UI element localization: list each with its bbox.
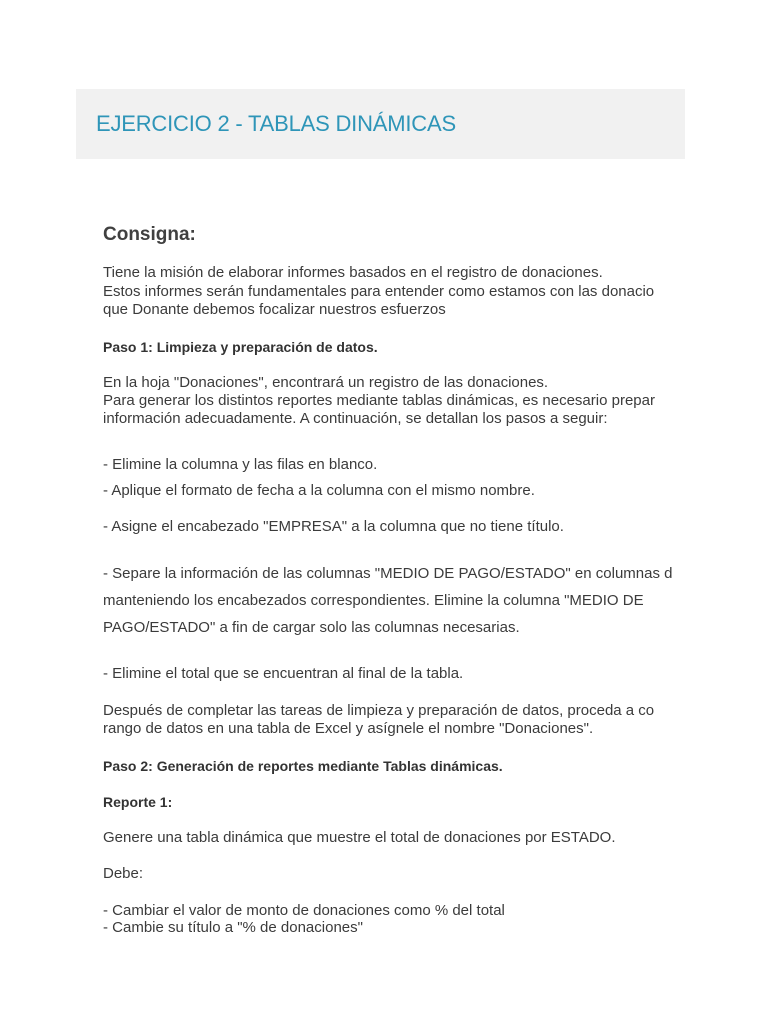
consigna-heading: Consigna: (103, 224, 196, 245)
paso1-line-3: información adecuadamente. A continuación, se detallan los pasos a seguir: (103, 410, 608, 427)
debe-item-1: - Cambiar el valor de monto de donaciones como % del total (103, 902, 505, 919)
step-1: - Elimine la columna y las filas en blanco. (103, 456, 378, 473)
paso1-heading: Paso 1: Limpieza y preparación de datos. (103, 339, 378, 355)
after-line-1: Después de completar las tareas de limpieza y preparación de datos, proceda a co (103, 702, 655, 719)
step-4-line-3: PAGO/ESTADO" a fin de cargar solo las columnas necesarias. (103, 619, 520, 636)
step-3: - Asigne el encabezado "EMPRESA" a la columna que no tiene título. (103, 518, 564, 535)
step-2: - Aplique el formato de fecha a la columna con el mismo nombre. (103, 482, 535, 499)
after-line-2: rango de datos en una tabla de Excel y asígnele el nombre "Donaciones". (103, 720, 594, 737)
paso1-line-1: En la hoja "Donaciones", encontrará un registro de las donaciones. (103, 374, 549, 391)
paso2-heading: Paso 2: Generación de reportes mediante Tablas dinámicas. (103, 758, 503, 774)
intro-line-2: Estos informes serán fundamentales para entender como estamos con las donacio (103, 283, 655, 300)
step-5: - Elimine el total que se encuentran al final de la tabla. (103, 665, 464, 682)
intro-line-1: Tiene la misión de elaborar informes basados en el registro de donaciones. (103, 264, 603, 281)
document-body (103, 0, 685, 1024)
step-4-line-2: manteniendo los encabezados correspondientes. Elimine la columna "MEDIO DE (103, 592, 644, 609)
debe-label: Debe: (103, 865, 144, 882)
step-4-line-1: - Separe la información de las columnas "MEDIO DE PAGO/ESTADO" en columnas d (103, 565, 673, 582)
reporte1-text: Genere una tabla dinámica que muestre el total de donaciones por ESTADO. (103, 829, 616, 846)
reporte1-heading: Reporte 1: (103, 794, 173, 810)
debe-item-2: - Cambie su título a "% de donaciones" (103, 919, 363, 936)
page-title: EJERCICIO 2 - TABLAS DINÁMICAS (96, 111, 456, 136)
intro-line-3: que Donante debemos focalizar nuestros esfuerzos (103, 301, 446, 318)
paso1-line-2: Para generar los distintos reportes mediante tablas dinámicas, es necesario prepar (103, 392, 655, 409)
